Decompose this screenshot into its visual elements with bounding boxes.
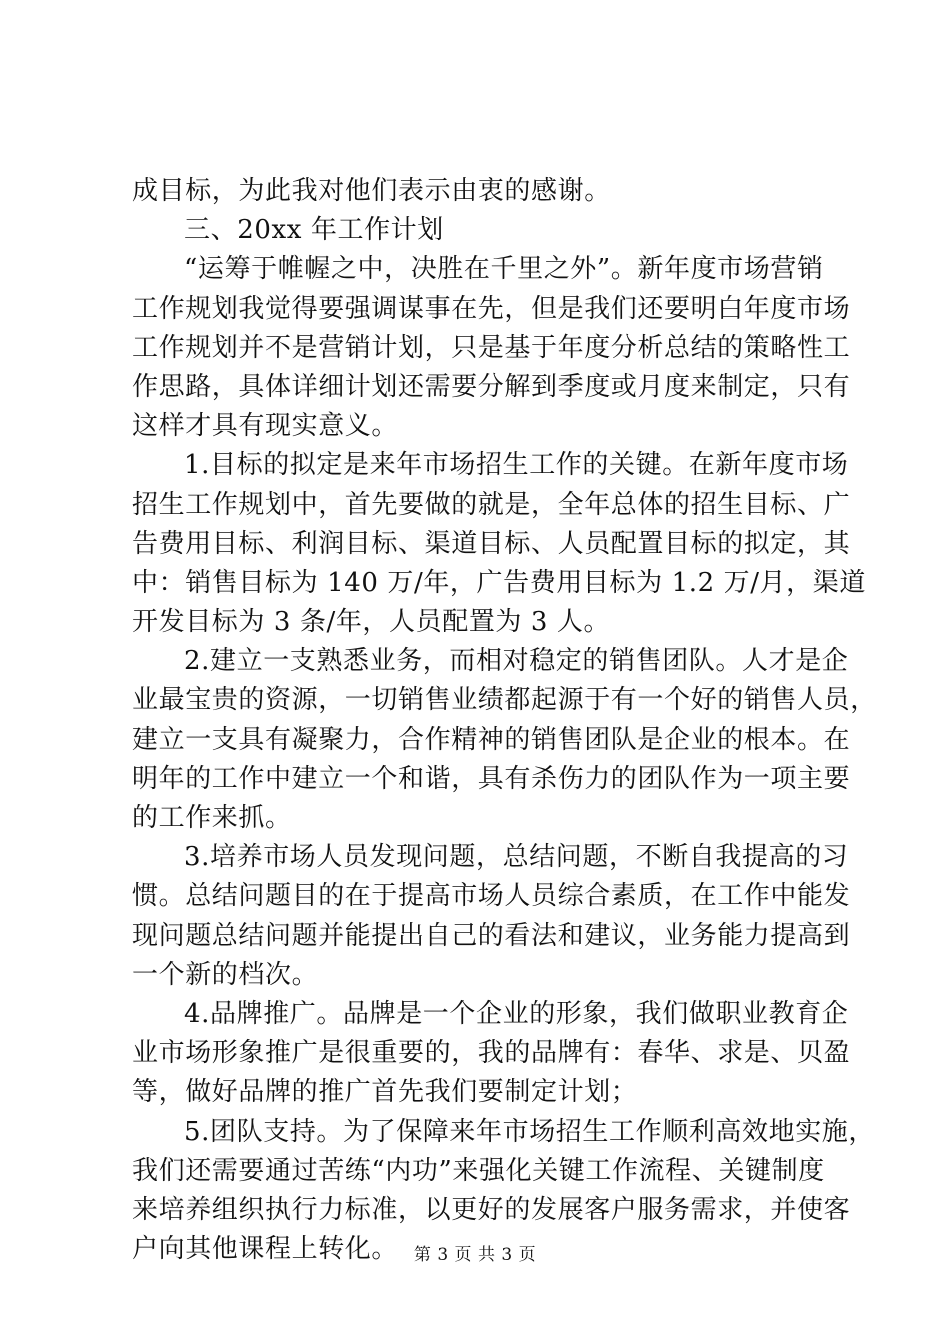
text-line: 现问题总结问题并能提出自己的看法和建议，业务能力提高到 (132, 920, 851, 951)
text-line: 一个新的档次。 (132, 959, 319, 990)
text-line: 4.品牌推广。品牌是一个企业的形象，我们做职业教育企 (184, 998, 849, 1029)
page-footer: 第 3 页 共 3 页 (413, 1245, 537, 1265)
document-body (132, 172, 877, 1269)
text-line: 作思路，具体详细计划还需要分解到季度或月度来制定，只有 (132, 371, 851, 402)
text-line: 来培养组织执行力标准，以更好的发展客户服务需求，并使客 (132, 1194, 851, 1225)
text-line: 建立一支具有凝聚力，合作精神的销售团队是企业的根本。在 (132, 724, 851, 755)
text-line: 开发目标为 3 条/年，人员配置为 3 人。 (132, 607, 611, 638)
text-line: 户向其他课程上转化。 (132, 1234, 399, 1265)
text-line: 惯。总结问题目的在于提高市场人员综合素质，在工作中能发 (132, 881, 851, 912)
text-line: “运筹于帷幄之中，决胜在千里之外”。新年度市场营销 (184, 254, 824, 285)
text-line: 5.团队支持。为了保障来年市场招生工作顺利高效地实施， (184, 1116, 876, 1147)
text-line: 工作规划并不是营销计划，只是基于年度分析总结的策略性工 (132, 332, 851, 363)
text-line: 业市场形象推广是很重要的，我的品牌有：春华、求是、贝盈 (132, 1038, 851, 1069)
text-line: 的工作来抓。 (132, 803, 292, 833)
text-line: 招生工作规划中，首先要做的就是，全年总体的招生目标、广 (132, 489, 851, 520)
text-line: 成目标，为此我对他们表示由衷的感谢。 (132, 176, 611, 206)
text-line: 我们还需要通过苦练“内功”来强化关键工作流程、关键制度 (132, 1155, 825, 1186)
text-line: 2.建立一支熟悉业务，而相对稳定的销售团队。人才是企 (184, 646, 849, 677)
text-line: 告费用目标、利润目标、渠道目标、人员配置目标的拟定，其 (132, 528, 851, 559)
text-line: 这样才具有现实意义。 (132, 411, 399, 442)
text-line: 业最宝贵的资源，一切销售业绩都起源于有一个好的销售人员， (132, 685, 877, 716)
text-line: 工作规划我觉得要强调谋事在先，但是我们还要明白年度市场 (132, 293, 851, 324)
text-line: 中：销售目标为 140 万/年，广告费用目标为 1.2 万/月，渠道 (132, 567, 866, 598)
text-line: 3.培养市场人员发现问题，总结问题，不断自我提高的习 (184, 842, 849, 873)
text-line: 等，做好品牌的推广首先我们要制定计划； (132, 1077, 638, 1108)
section-heading: 三、20xx 年工作计划 (184, 215, 444, 246)
text-line: 明年的工作中建立一个和谐，具有杀伤力的团队作为一项主要 (132, 763, 851, 794)
text-line: 1.目标的拟定是来年市场招生工作的关键。在新年度市场 (184, 450, 849, 481)
